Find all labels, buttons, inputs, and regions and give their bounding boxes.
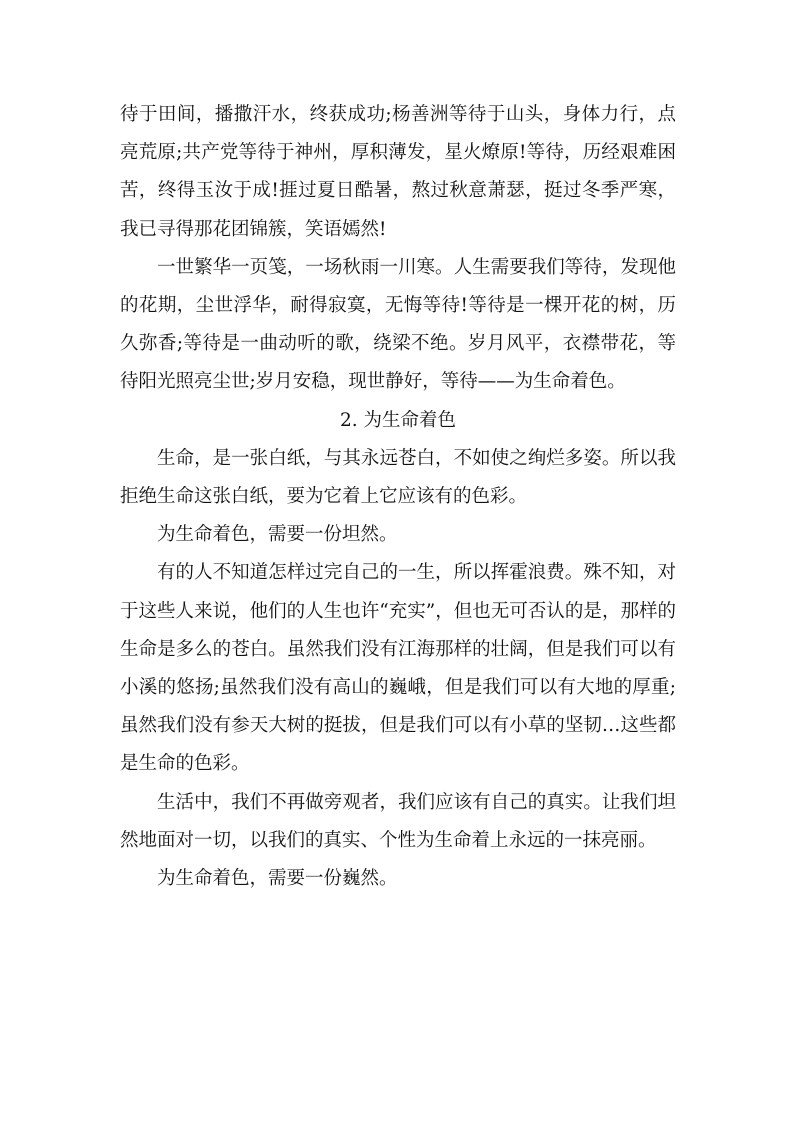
section-heading: 2. 为生命着色 bbox=[339, 409, 457, 431]
paragraph: 为生命着色，需要一份巍然。 bbox=[157, 868, 398, 890]
paragraph: 生活中，我们不再做旁观者，我们应该有自己的真实。让我们坦然地面对一切，以我们的真实、个性为生命着上永远的一抹亮丽。 bbox=[120, 791, 676, 851]
paragraph: 生命，是一张白纸，与其永远苍白，不如使之绚烂多姿。所以我拒绝生命这张白纸，要为它着上它应该有的色彩。 bbox=[120, 447, 676, 508]
document-body bbox=[120, 96, 676, 898]
paragraph-continued: 待于田间，播撒汗水，终获成功;杨善洲等待于山头，身体力行，点亮荒原;共产党等待于神州，厚积薄发，星火燎原!等待，历经艰难困苦，终得玉汝于成!捱过夏日酷暑，熬过秋意萧瑟，挺过冬季严寒，我已寻得那花团锦簇，笑语嫣然! bbox=[120, 104, 676, 240]
paragraph: 有的人不知道怎样过完自己的一生，所以挥霍浪费。殊不知，对于这些人来说，他们的人生也许“充实”，但也无可否认的是，那样的生命是多么的苍白。虽然我们没有江海那样的壮阔，但是我们可以有小溪的悠扬;虽然我们没有高山的巍峨，但是我们可以有大地的厚重;虽然我们没有参天大树的挺拔，但是我们可以有小草的坚韧…这些都是生命的色彩。 bbox=[120, 562, 676, 775]
paragraph: 为生命着色，需要一份坦然。 bbox=[157, 524, 398, 546]
paragraph: 一世繁华一页笺，一场秋雨一川寒。人生需要我们等待，发现他的花期，尘世浮华，耐得寂寞，无悔等待!等待是一棵开花的树，历久弥香;等待是一曲动听的歌，绕梁不绝。岁月风平，衣襟带花，等待阳光照亮尘世;岁月安稳，现世静好，等待——为生命着色。 bbox=[120, 256, 676, 393]
